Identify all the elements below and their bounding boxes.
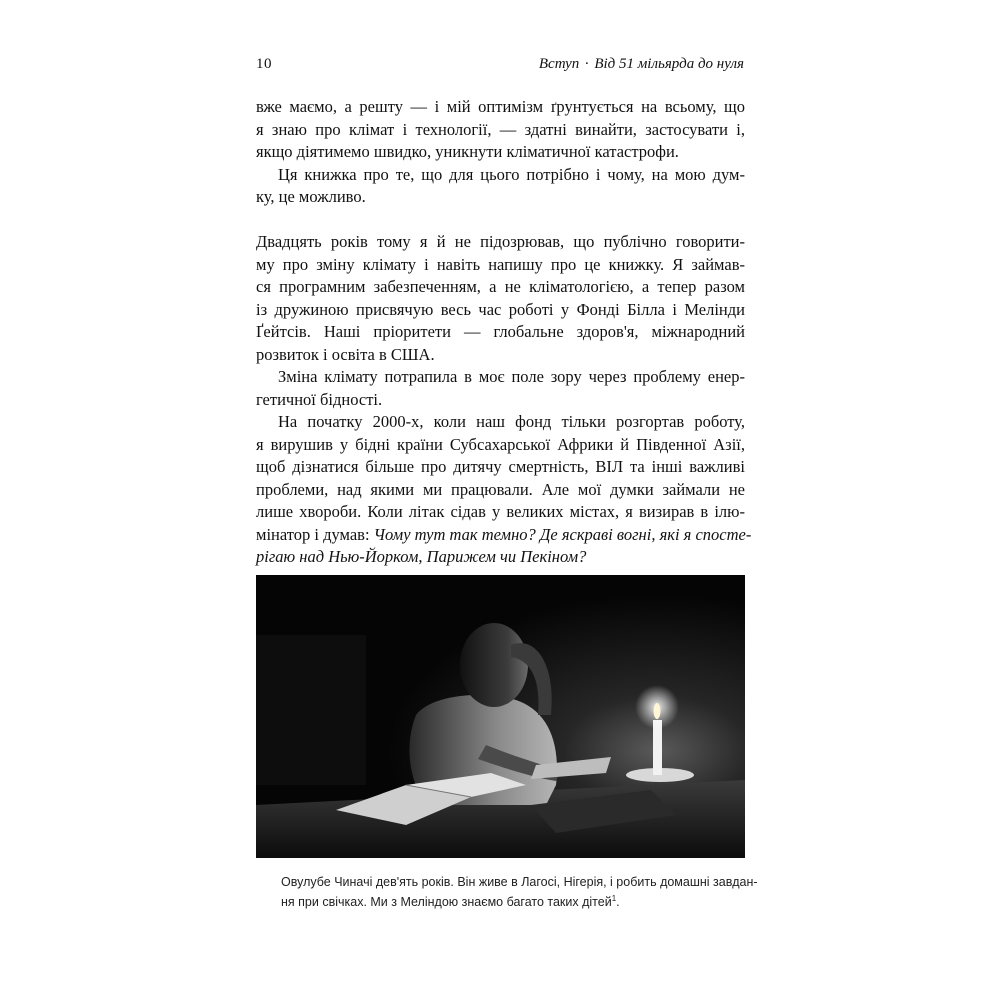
running-head-separator: ·	[584, 56, 590, 72]
italic-thought: Чому тут так темно? Де яскраві вогні, які я спосте-	[373, 524, 752, 544]
body-text	[256, 96, 752, 569]
text-line	[256, 344, 745, 367]
text-line: На початку 2000-х, коли наш фонд тільки розгортав роботу,	[278, 412, 745, 431]
text-line: Зміна клімату потрапила в моє поле зору через проблему енер-	[278, 367, 745, 386]
text-fragment: та інші важливі	[623, 457, 745, 476]
text-line: Двадцять років тому я й не підозрював, що публічно говорити-	[256, 232, 745, 251]
abbreviation-usa: США	[390, 344, 431, 364]
text-line: я знаю про клімат і технології, — здатні винайти, застосувати і,	[256, 119, 745, 139]
candle-flame	[654, 703, 661, 719]
paragraph-4	[256, 366, 745, 411]
text-fragment: розвиток і освіта в	[256, 344, 391, 364]
background-shelf	[256, 635, 366, 785]
text-line: ся програмним забезпеченням, а не кліматологією, а тепер разом	[256, 277, 745, 296]
running-head	[539, 56, 744, 73]
paragraph-5	[256, 411, 752, 569]
abbreviation-hiv: ВІЛ	[595, 457, 624, 476]
text-fragment: .	[616, 895, 620, 909]
text-line: ку, це можливо.	[256, 187, 366, 206]
paragraph-2	[256, 164, 745, 209]
text-line: му про зміну клімату і навіть напишу про це книжку. Я займав-	[256, 254, 745, 274]
text-line	[256, 546, 745, 569]
text-line: гетичної бідності.	[256, 389, 383, 409]
footnote-marker: 1	[611, 893, 617, 903]
text-line: Ґейтсів. Наші пріоритети — глобальне здоров'я, міжнародний	[256, 322, 745, 341]
italic-thought: рігаю над Нью-Йорком, Парижем чи Пекіном?	[256, 547, 587, 566]
text-fragment: щоб дізнатися більше про дитячу смертність,	[256, 457, 596, 476]
text-line: я вирушив у бідні країни Субсахарської Африки й Південної Азії,	[256, 434, 745, 454]
text-line: якщо діятимемо швидко, уникнути кліматичної катастрофи.	[256, 142, 679, 161]
running-head-section: Від 51 мільярда до нуля	[594, 56, 744, 72]
photo-illustration	[256, 575, 745, 858]
text-line	[256, 524, 752, 547]
child-head	[460, 623, 528, 707]
text-fragment: ня при свічках. Ми з Меліндою знаємо багато таких дітей	[281, 895, 612, 909]
photo-caption	[281, 872, 758, 912]
text-line: Ця книжка про те, що для цього потрібно і чому, на мою дум-	[278, 164, 745, 184]
text-fragment: .	[430, 344, 435, 364]
text-line: із дружиною присвячую весь час роботі у Фонді Білла і Мелінди	[256, 299, 745, 319]
paragraph-1	[256, 96, 745, 164]
text-fragment: мінатор і думав:	[256, 524, 374, 544]
paragraph-3	[256, 231, 745, 366]
running-head-chapter: Вступ	[538, 56, 580, 72]
text-line: проблеми, над якими ми працювали. Але мої думки займали не	[256, 479, 745, 499]
text-line: вже маємо, а решту — і мій оптимізм ґрунтується на всьому, що	[256, 97, 745, 116]
text-line: лише хвороби. Коли літак сідав у великих містах, я визирав в ілю-	[256, 502, 745, 521]
photo-child-studying-by-candle	[256, 575, 745, 858]
text-line	[256, 456, 745, 479]
caption-line: Овулубе Чиначі дев'ять років. Він живе в Лагосі, Нігерія, і робить домашні завдан-	[281, 875, 758, 889]
caption-line	[281, 892, 721, 912]
page-number: 10	[256, 56, 272, 72]
